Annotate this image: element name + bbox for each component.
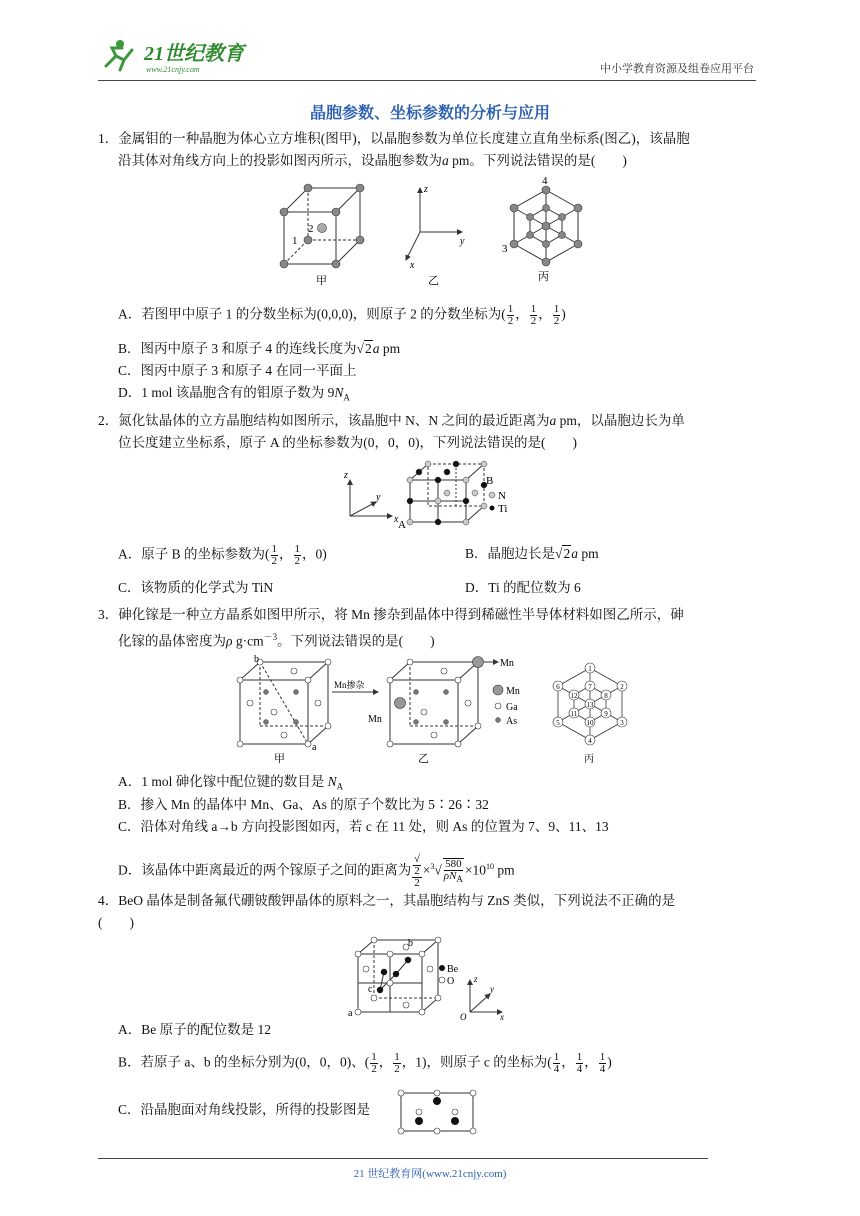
platform-name: 中小学教育资源及组卷应用平台 xyxy=(600,62,754,75)
q4-option-c-projection xyxy=(396,1088,478,1136)
q2-stem-line2: 位长度建立坐标系，原子 A 的坐标参数为(0，0，0)，下列说法错误的是( ) xyxy=(118,435,577,450)
svg-text:A: A xyxy=(398,519,406,531)
svg-text:5: 5 xyxy=(556,719,560,727)
q4-option-a[interactable]: A．Be 原子的配位数是 12 xyxy=(118,1022,271,1037)
q4-option-b[interactable]: B．若原子 a、b 的坐标分别为(0，0，0)、( $\frac{1}{2}$ ， $\frac{1}{2}$ ，1)，则原子 c 的坐标为( $\frac{1}{4}$ ， $\frac{1}{4}$ ， $\frac{1}{4}$ ) xyxy=(118,1051,612,1075)
svg-text:12: 12 xyxy=(570,692,578,700)
svg-text:Be: Be xyxy=(447,964,459,975)
q1-stem-line1: 1．金属钼的一种晶胞为体心立方堆积(图甲)，以晶胞参数为单位长度建立直角坐标系(图乙)，该晶胞 xyxy=(98,131,690,146)
logo xyxy=(98,36,258,76)
q2-option-d[interactable]: D．Ti 的配位数为 6 xyxy=(465,580,581,595)
footer-divider xyxy=(98,1158,708,1159)
logo-url: www.21cnjy.com xyxy=(146,65,200,74)
svg-text:6: 6 xyxy=(556,683,560,691)
svg-text:c: c xyxy=(368,984,373,995)
svg-text:丙: 丙 xyxy=(584,754,594,765)
runner-icon xyxy=(106,40,132,70)
q2-option-a[interactable]: A．原子 B 的坐标参数为( $\frac{1}{2}$ ， $\frac{1}{2}$ ，0) xyxy=(118,543,327,567)
q4-figure xyxy=(346,934,516,1020)
svg-text:a: a xyxy=(348,1008,353,1019)
label-yi: 乙 xyxy=(428,275,439,287)
page-header xyxy=(98,32,756,81)
svg-text:x: x xyxy=(394,514,399,525)
q4-stem-line1: 4．BeO 晶体是制备氟代硼铍酸钾晶体的原料之一，其晶胞结构与 ZnS 类似，下列说法不正确的是 xyxy=(98,893,676,908)
svg-text:x: x xyxy=(410,260,415,271)
svg-text:甲: 甲 xyxy=(274,753,285,765)
svg-text:2: 2 xyxy=(620,683,624,691)
q1-figure-bing xyxy=(498,176,590,290)
q1-option-b[interactable]: B．图丙中原子 3 和原子 4 的连线长度为√2a pm xyxy=(118,341,401,356)
q2-figure xyxy=(340,458,530,536)
svg-text:Mn: Mn xyxy=(368,714,382,725)
svg-text:z: z xyxy=(344,470,348,481)
q3-figure xyxy=(232,652,632,770)
svg-text:8: 8 xyxy=(604,692,608,700)
svg-text:B: B xyxy=(486,475,494,487)
q3-stem-line1: 3．砷化镓是一种立方晶系如图甲所示，将 Mn 掺杂到晶体中得到稀磁性半导体材料如图乙所示，砷 xyxy=(98,607,684,622)
svg-text:O: O xyxy=(460,1012,467,1020)
svg-text:Ti: Ti xyxy=(498,503,508,515)
q1-stem-line2: 沿其体对角线方向上的投影如图丙所示，设晶胞参数为a pm。下列说法错误的是( ) xyxy=(118,153,627,168)
q2-stem xyxy=(98,410,763,454)
q3-option-a[interactable]: A．1 mol 砷化镓中配位键的数目是 $N_A$ xyxy=(118,774,344,792)
svg-text:7: 7 xyxy=(588,683,592,691)
svg-text:b: b xyxy=(408,938,413,949)
q4-stem xyxy=(98,890,763,934)
q1-figure-yi xyxy=(400,180,480,290)
svg-text:As: As xyxy=(506,716,518,727)
q3-option-d[interactable]: D．该晶体中距离最近的两个镓原子之间的距离为 √ 2 2 ×$^3$√ $\frac{580}{\rho N_A}$ $\times 10^{10}$ pm xyxy=(118,853,515,889)
svg-text:4: 4 xyxy=(588,737,592,745)
svg-text:y: y xyxy=(376,492,381,503)
svg-text:a: a xyxy=(312,742,317,753)
svg-text:Mn: Mn xyxy=(500,658,514,669)
svg-text:乙: 乙 xyxy=(418,753,429,765)
q1-figure-jia xyxy=(272,178,372,290)
q1-stem xyxy=(98,128,763,172)
q3-stem-line2: 化镓的晶体密度为ρ $g\cdot cm^{-3}$。下列说法错误的是( ) xyxy=(118,632,435,649)
q3-stem xyxy=(98,604,763,653)
svg-text:2: 2 xyxy=(308,223,314,235)
footer-text[interactable]: 21 世纪教育网(www.21cnjy.com) xyxy=(353,1168,507,1180)
svg-text:y: y xyxy=(460,236,465,247)
svg-text:3: 3 xyxy=(620,719,624,727)
label-bing: 丙 xyxy=(538,271,549,283)
svg-text:Mn: Mn xyxy=(506,686,520,697)
svg-text:13: 13 xyxy=(586,701,594,709)
svg-text:Ga: Ga xyxy=(506,702,518,713)
svg-text:4: 4 xyxy=(542,176,548,187)
svg-text:z: z xyxy=(474,974,478,984)
logo-text: 21世纪教育 xyxy=(144,43,244,65)
q1-option-d[interactable]: D．1 mol 该晶胞含有的钼原子数为 $9N_A$ xyxy=(118,385,350,403)
q1-option-a[interactable]: A．若图甲中原子 1 的分数坐标为(0,0,0)，则原子 2 的分数坐标为( $\frac{1}{2}$ ， $\frac{1}{2}$ ， $\frac{1}{2}$ ) xyxy=(118,303,566,327)
q2-option-b[interactable]: B．晶胞边长是√2a pm xyxy=(465,546,599,561)
q2-option-c[interactable]: C．该物质的化学式为 TiN xyxy=(118,580,274,595)
label-jia: 甲 xyxy=(316,275,327,287)
q1-option-c[interactable]: C．图丙中原子 3 和原子 4 在同一平面上 xyxy=(118,363,357,378)
page-title: 晶胞参数、坐标参数的分析与应用 xyxy=(309,103,550,122)
svg-text:10: 10 xyxy=(586,719,594,727)
svg-text:Mn掺杂: Mn掺杂 xyxy=(334,680,365,690)
svg-text:N: N xyxy=(498,490,506,502)
q4-option-c[interactable]: C．沿晶胞面对角线投影，所得的投影图是 xyxy=(118,1102,371,1117)
svg-text:3: 3 xyxy=(502,243,508,255)
q3-option-c[interactable]: C．沿体对角线 a→b 方向投影图如丙，若 c 在 11 处，则 As 的位置为 7、9、11、13 xyxy=(118,819,609,834)
q2-stem-line1: 2．氮化钛晶体的立方晶胞结构如图所示，该晶胞中 N、N 之间的最近距离为a pm，以晶胞边长为单 xyxy=(98,413,685,428)
svg-text:1: 1 xyxy=(588,665,592,673)
svg-text:1: 1 xyxy=(292,235,298,247)
svg-text:z: z xyxy=(424,184,428,195)
q4-stem-line2: ( ) xyxy=(98,915,134,930)
svg-text:11: 11 xyxy=(570,710,578,718)
svg-text:9: 9 xyxy=(604,710,608,718)
svg-text:b: b xyxy=(254,654,259,665)
svg-text:x: x xyxy=(500,1012,504,1020)
q3-option-b[interactable]: B．掺入 Mn 的晶体中 Mn、Ga、As 的原子个数比为 5∶26∶32 xyxy=(118,797,489,812)
svg-text:O: O xyxy=(447,976,455,987)
svg-text:y: y xyxy=(490,984,494,994)
